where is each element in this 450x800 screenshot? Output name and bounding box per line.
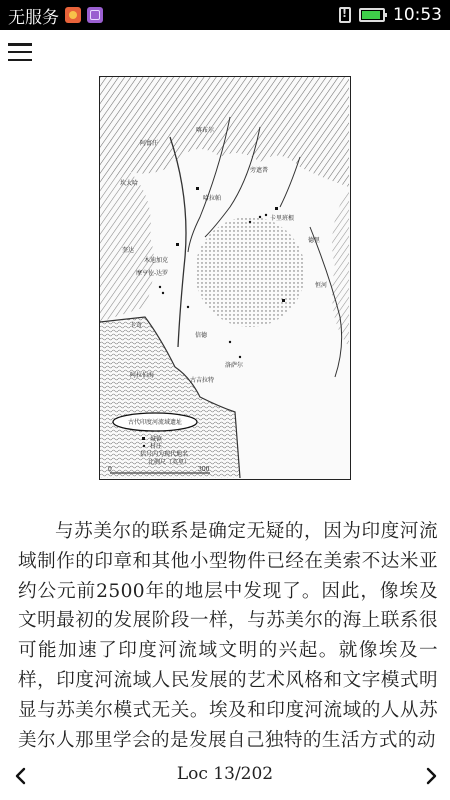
scale-start: 0 bbox=[108, 466, 112, 473]
menu-line bbox=[8, 43, 32, 46]
status-bar bbox=[0, 0, 450, 30]
menu-line bbox=[8, 59, 32, 62]
hamburger-menu-icon[interactable] bbox=[8, 40, 34, 64]
map-label: 德里 bbox=[308, 237, 321, 244]
map-label: 信德 bbox=[195, 332, 208, 339]
map-label: 卡里班根 bbox=[270, 215, 295, 222]
map-label: 古吉拉特 bbox=[190, 377, 215, 384]
map-label: 恒河 bbox=[315, 282, 328, 289]
location-indicator: Loc 13/202 bbox=[176, 764, 274, 784]
map-figure bbox=[99, 76, 351, 480]
legend-scale: 比例尺（英里） bbox=[148, 459, 191, 466]
app-notification-icon bbox=[65, 7, 81, 23]
next-page-button[interactable] bbox=[420, 764, 442, 788]
map-label: 哈拉帕 bbox=[203, 195, 222, 202]
map-label: 洛萨尔 bbox=[225, 362, 244, 369]
chevron-left-icon bbox=[10, 764, 32, 788]
legend-village: 村庄 bbox=[150, 443, 163, 450]
legend-note: 括号内为现代地名 bbox=[140, 451, 189, 458]
map-label: 木迪加克 bbox=[144, 257, 169, 264]
book-paragraph: 与苏美尔的联系是确定无疑的，因为印度河流域制作的印章和其他小型物件已经在美索不达米亚约公元前2500年的地层中发现了。因此，像埃及文明最初的发展阶段一样，与苏美尔的海上联系很可能加速了印度河流域文明的兴起。就像埃及一样，印度河流域人民发展的艺术风格和文字模式明显与苏美尔模式无关。埃及和印度河流域的人从苏美尔人那里学会的是发展自己独特的生活方式的动 bbox=[18, 521, 438, 751]
map-label: 卡奇 bbox=[130, 322, 143, 329]
carrier-label: 无服务 bbox=[8, 7, 59, 28]
status-right bbox=[339, 5, 442, 25]
map-label: 坎大哈 bbox=[120, 180, 139, 187]
map-label: 阿富汗 bbox=[140, 140, 159, 147]
indus-valley-map bbox=[100, 77, 349, 478]
battery-charging-icon bbox=[359, 8, 385, 22]
map-label: 旁遮普 bbox=[250, 167, 269, 174]
map-label: 摩亨佐-达罗 bbox=[136, 270, 169, 277]
map-label: 喀布尔 bbox=[196, 127, 215, 134]
map-label: 阿拉伯海 bbox=[130, 372, 155, 379]
scale-end: 300 bbox=[198, 466, 210, 473]
status-left bbox=[8, 3, 103, 28]
prev-page-button[interactable] bbox=[10, 764, 32, 788]
chevron-right-icon bbox=[420, 764, 442, 788]
map-label: 奎达 bbox=[122, 247, 135, 254]
legend-town: 城镇 bbox=[150, 436, 163, 443]
map-title: 古代印度河流域遗址 bbox=[127, 419, 183, 426]
sim-alert-icon bbox=[339, 7, 351, 23]
menu-line bbox=[8, 51, 32, 54]
status-time: 10:53 bbox=[393, 5, 442, 25]
gallery-notification-icon bbox=[87, 7, 103, 23]
